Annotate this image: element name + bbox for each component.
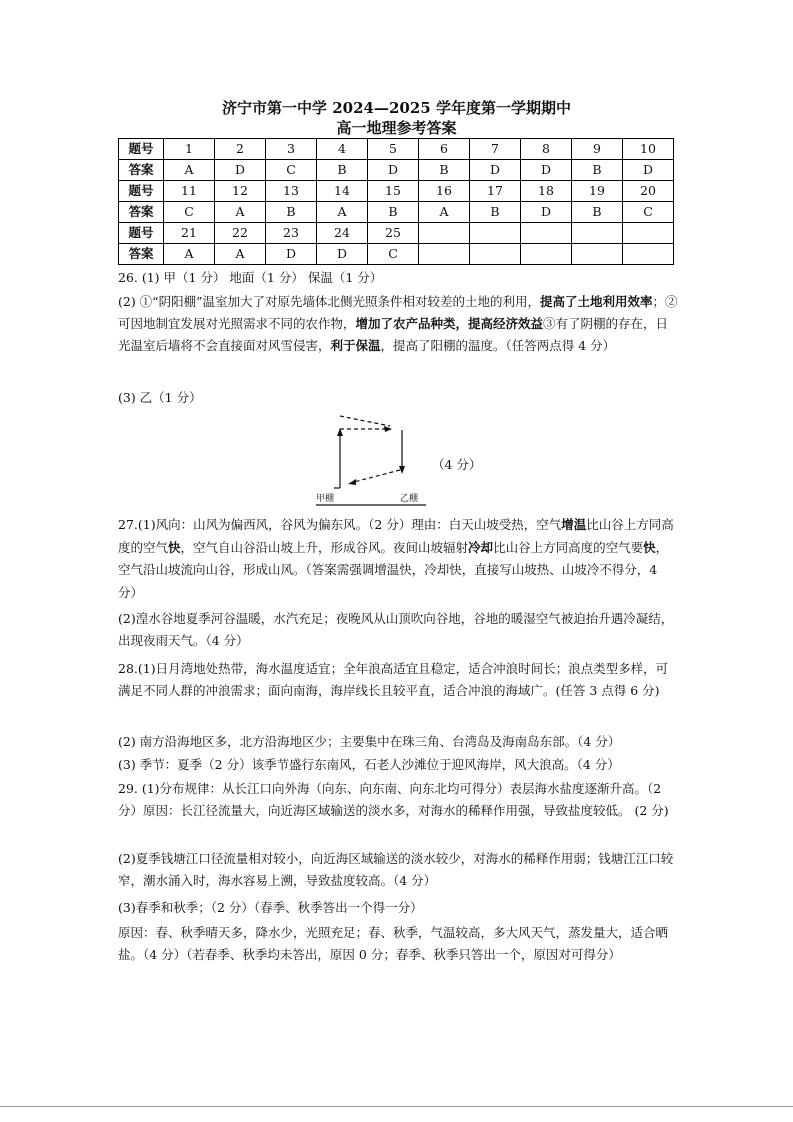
answer-cell: B xyxy=(572,160,623,181)
answer-cell: D xyxy=(521,160,572,181)
answer-cell: B xyxy=(368,202,419,223)
answer-cell: C xyxy=(164,202,215,223)
answer-cell: A xyxy=(215,244,266,265)
answer-cell: D xyxy=(266,244,317,265)
q27-text: 27.(1)风向：山风为偏西风，谷风为偏东风。（2 分）理由：白天山坡受热，空气 xyxy=(118,517,562,532)
answer-cell: A xyxy=(419,202,470,223)
question-number: 14 xyxy=(317,181,368,202)
question-number: 17 xyxy=(470,181,521,202)
question-number: 19 xyxy=(572,181,623,202)
answer-cell: D xyxy=(623,160,674,181)
q26-part2-text: ③有了阴棚的存在，日光温室后墙将不会直接面对风雪侵害， xyxy=(118,316,669,353)
question-number: 23 xyxy=(266,223,317,244)
answer-cell: A xyxy=(164,244,215,265)
answer-cell: D xyxy=(470,160,521,181)
question-number: 11 xyxy=(164,181,215,202)
answer-cell xyxy=(521,244,572,265)
q28-part2: (2) 南方沿海地区多，北方沿海地区少；主要集中在珠三角、台湾岛及海南岛东部。（4 分） xyxy=(118,734,621,749)
q26-part2-text: (2) ①“阴阳棚”温室加大了对原先墙体北侧光照条件相对较差的土地的利用， xyxy=(118,294,540,309)
bottom-dashed-line xyxy=(354,470,400,482)
row-label-answer: 答案 xyxy=(119,202,164,223)
answer-cell: D xyxy=(521,202,572,223)
page-bottom-rule xyxy=(0,1106,793,1107)
question-number: 10 xyxy=(623,139,674,160)
q26-part2-text: ；②可因地制宜发展对光照需求不同的农作物， xyxy=(118,294,678,331)
answer-cell: B xyxy=(266,202,317,223)
answer-row xyxy=(119,244,674,265)
row-label-question: 题号 xyxy=(119,181,164,202)
answer-cell xyxy=(470,244,521,265)
question-number: 21 xyxy=(164,223,215,244)
q27-text: 比山谷上方同高度的空气要 xyxy=(493,539,644,555)
shed-right-label: 乙棚 xyxy=(400,494,419,504)
question-number: 2 xyxy=(215,139,266,160)
answer-cell: C xyxy=(623,202,674,223)
q27-emphasis: 快 xyxy=(643,539,656,555)
q27-text: 比山谷上方同高度的空气 xyxy=(118,517,674,555)
question-number: 7 xyxy=(470,139,521,160)
exam-title: 济宁市第一中学 2024—2025 学年度第一学期期中 xyxy=(222,99,571,117)
shed-left-label: 甲棚 xyxy=(316,494,335,504)
row-label-answer: 答案 xyxy=(119,244,164,265)
question-number: 3 xyxy=(266,139,317,160)
q27-part2: (2)湟水谷地夏季河谷温暖，水汽充足；夜晚风从山顶吹向谷地，谷地的暖湿空气被迫抬升遇冷凝结，出现夜雨天气。（4 分） xyxy=(118,611,674,648)
answer-cell: B xyxy=(572,202,623,223)
question-number xyxy=(623,223,674,244)
question-number xyxy=(521,223,572,244)
q26-part1: 26. (1) 甲（1 分） 地面（1 分） 保温（1 分） xyxy=(118,270,383,285)
q27-text: ，空气自山谷沿山坡上升，形成谷风。夜间山坡辐射 xyxy=(180,539,469,555)
q26-part2-emphasis: 提高了土地利用效率 xyxy=(539,294,653,309)
top-slanted-dashed-line xyxy=(340,416,390,426)
question-number: 8 xyxy=(521,139,572,160)
q28-part1: 28.(1)日月湾地处热带，海水温度适宜；全年浪高适宜且稳定，适合冲浪时间长；浪点类型多样，可满足不同人群的冲浪需求；面向南海，海岸线长且较平直，适合冲浪的海域广。(任答 3 点得 6 分) xyxy=(118,661,669,698)
answer-cell xyxy=(572,244,623,265)
answer-row xyxy=(119,160,674,181)
q27-text: ，空气沿山坡流向山谷，形成山风。（答案需强调增温快，冷却快，直接写山坡热、山坡冷不得分，4 分） xyxy=(118,539,669,600)
q26-part3: (3) 乙（1 分） xyxy=(118,390,202,405)
exam-subtitle: 高一地理参考答案 xyxy=(336,119,457,137)
question-number-row xyxy=(119,139,674,160)
answer-cell: A xyxy=(317,202,368,223)
question-number: 20 xyxy=(623,181,674,202)
row-label-question: 题号 xyxy=(119,139,164,160)
answer-cell: B xyxy=(419,160,470,181)
question-number xyxy=(419,223,470,244)
answer-cell: A xyxy=(215,202,266,223)
question-number: 4 xyxy=(317,139,368,160)
answer-cell xyxy=(623,244,674,265)
question-number xyxy=(470,223,521,244)
question-number-row xyxy=(119,223,674,244)
answer-row xyxy=(119,202,674,223)
answer-table xyxy=(118,138,674,265)
row-label-question: 题号 xyxy=(119,223,164,244)
question-number: 18 xyxy=(521,181,572,202)
q26-part2 xyxy=(118,291,678,357)
answer-cell: D xyxy=(215,160,266,181)
q27-part1 xyxy=(118,514,678,604)
answer-cell xyxy=(419,244,470,265)
answer-cell: C xyxy=(266,160,317,181)
question-number: 6 xyxy=(419,139,470,160)
left-arrowhead xyxy=(348,479,356,485)
question-number xyxy=(572,223,623,244)
question-number: 13 xyxy=(266,181,317,202)
answer-cell: B xyxy=(317,160,368,181)
answer-cell: B xyxy=(470,202,521,223)
question-number: 16 xyxy=(419,181,470,202)
q29-part2: (2)夏季钱塘江口径流量相对较小，向近海区域输送的淡水较少，对海水的稀释作用弱；钱塘江江口较窄，潮水涌入时，海水容易上溯，导致盐度较高。（4 分） xyxy=(118,851,674,888)
q29-part1: 29. (1)分布规律：从长江口向外海（向东、向东南、向东北均可得分）表层海水盐度逐渐升高。（2 分）原因：长江径流量大，向近海区域输送的淡水多，对海水的稀释作用强，导致盐度较低。 (2 分) xyxy=(118,781,669,818)
q27-emphasis: 快 xyxy=(168,539,181,555)
diagram-score: （4 分） xyxy=(432,457,482,472)
q29-part4: 原因：春、秋季晴天多，降水少，光照充足；春、秋季，气温较高，多大风天气，蒸发量大，适合晒盐。（4 分）（若春季、秋季均未答出，原因 0 分；春季、秋季只答出一个，原因对可得分） xyxy=(118,925,669,962)
question-number: 1 xyxy=(164,139,215,160)
answer-cell: A xyxy=(164,160,215,181)
answer-cell: D xyxy=(317,244,368,265)
question-number: 9 xyxy=(572,139,623,160)
question-number: 25 xyxy=(368,223,419,244)
q28-part3: (3) 季节：夏季（2 分）该季节盛行东南风，石老人沙滩位于迎风海岸，风大浪高。（4 分） xyxy=(118,757,620,772)
right-arrowhead xyxy=(384,426,392,432)
question-number-row xyxy=(119,181,674,202)
q26-part2-emphasis: 增加了农产品种类，提高经济效益 xyxy=(355,316,544,331)
q26-part2-text: ，提高了阳棚的温度。（任答两点得 4 分） xyxy=(380,338,616,353)
question-number: 15 xyxy=(368,181,419,202)
question-number: 24 xyxy=(317,223,368,244)
airflow-diagram xyxy=(314,412,434,512)
answer-cell: D xyxy=(368,160,419,181)
q27-emphasis: 增温 xyxy=(561,517,587,532)
question-number: 12 xyxy=(215,181,266,202)
q26-part2-emphasis: 利于保温 xyxy=(330,338,381,353)
q29-part3: (3)春季和秋季；（2 分）（春季、秋季答出一个得一分） xyxy=(118,900,423,915)
q27-emphasis: 冷却 xyxy=(468,539,494,555)
row-label-answer: 答案 xyxy=(119,160,164,181)
question-number: 22 xyxy=(215,223,266,244)
answer-cell: C xyxy=(368,244,419,265)
question-number: 5 xyxy=(368,139,419,160)
